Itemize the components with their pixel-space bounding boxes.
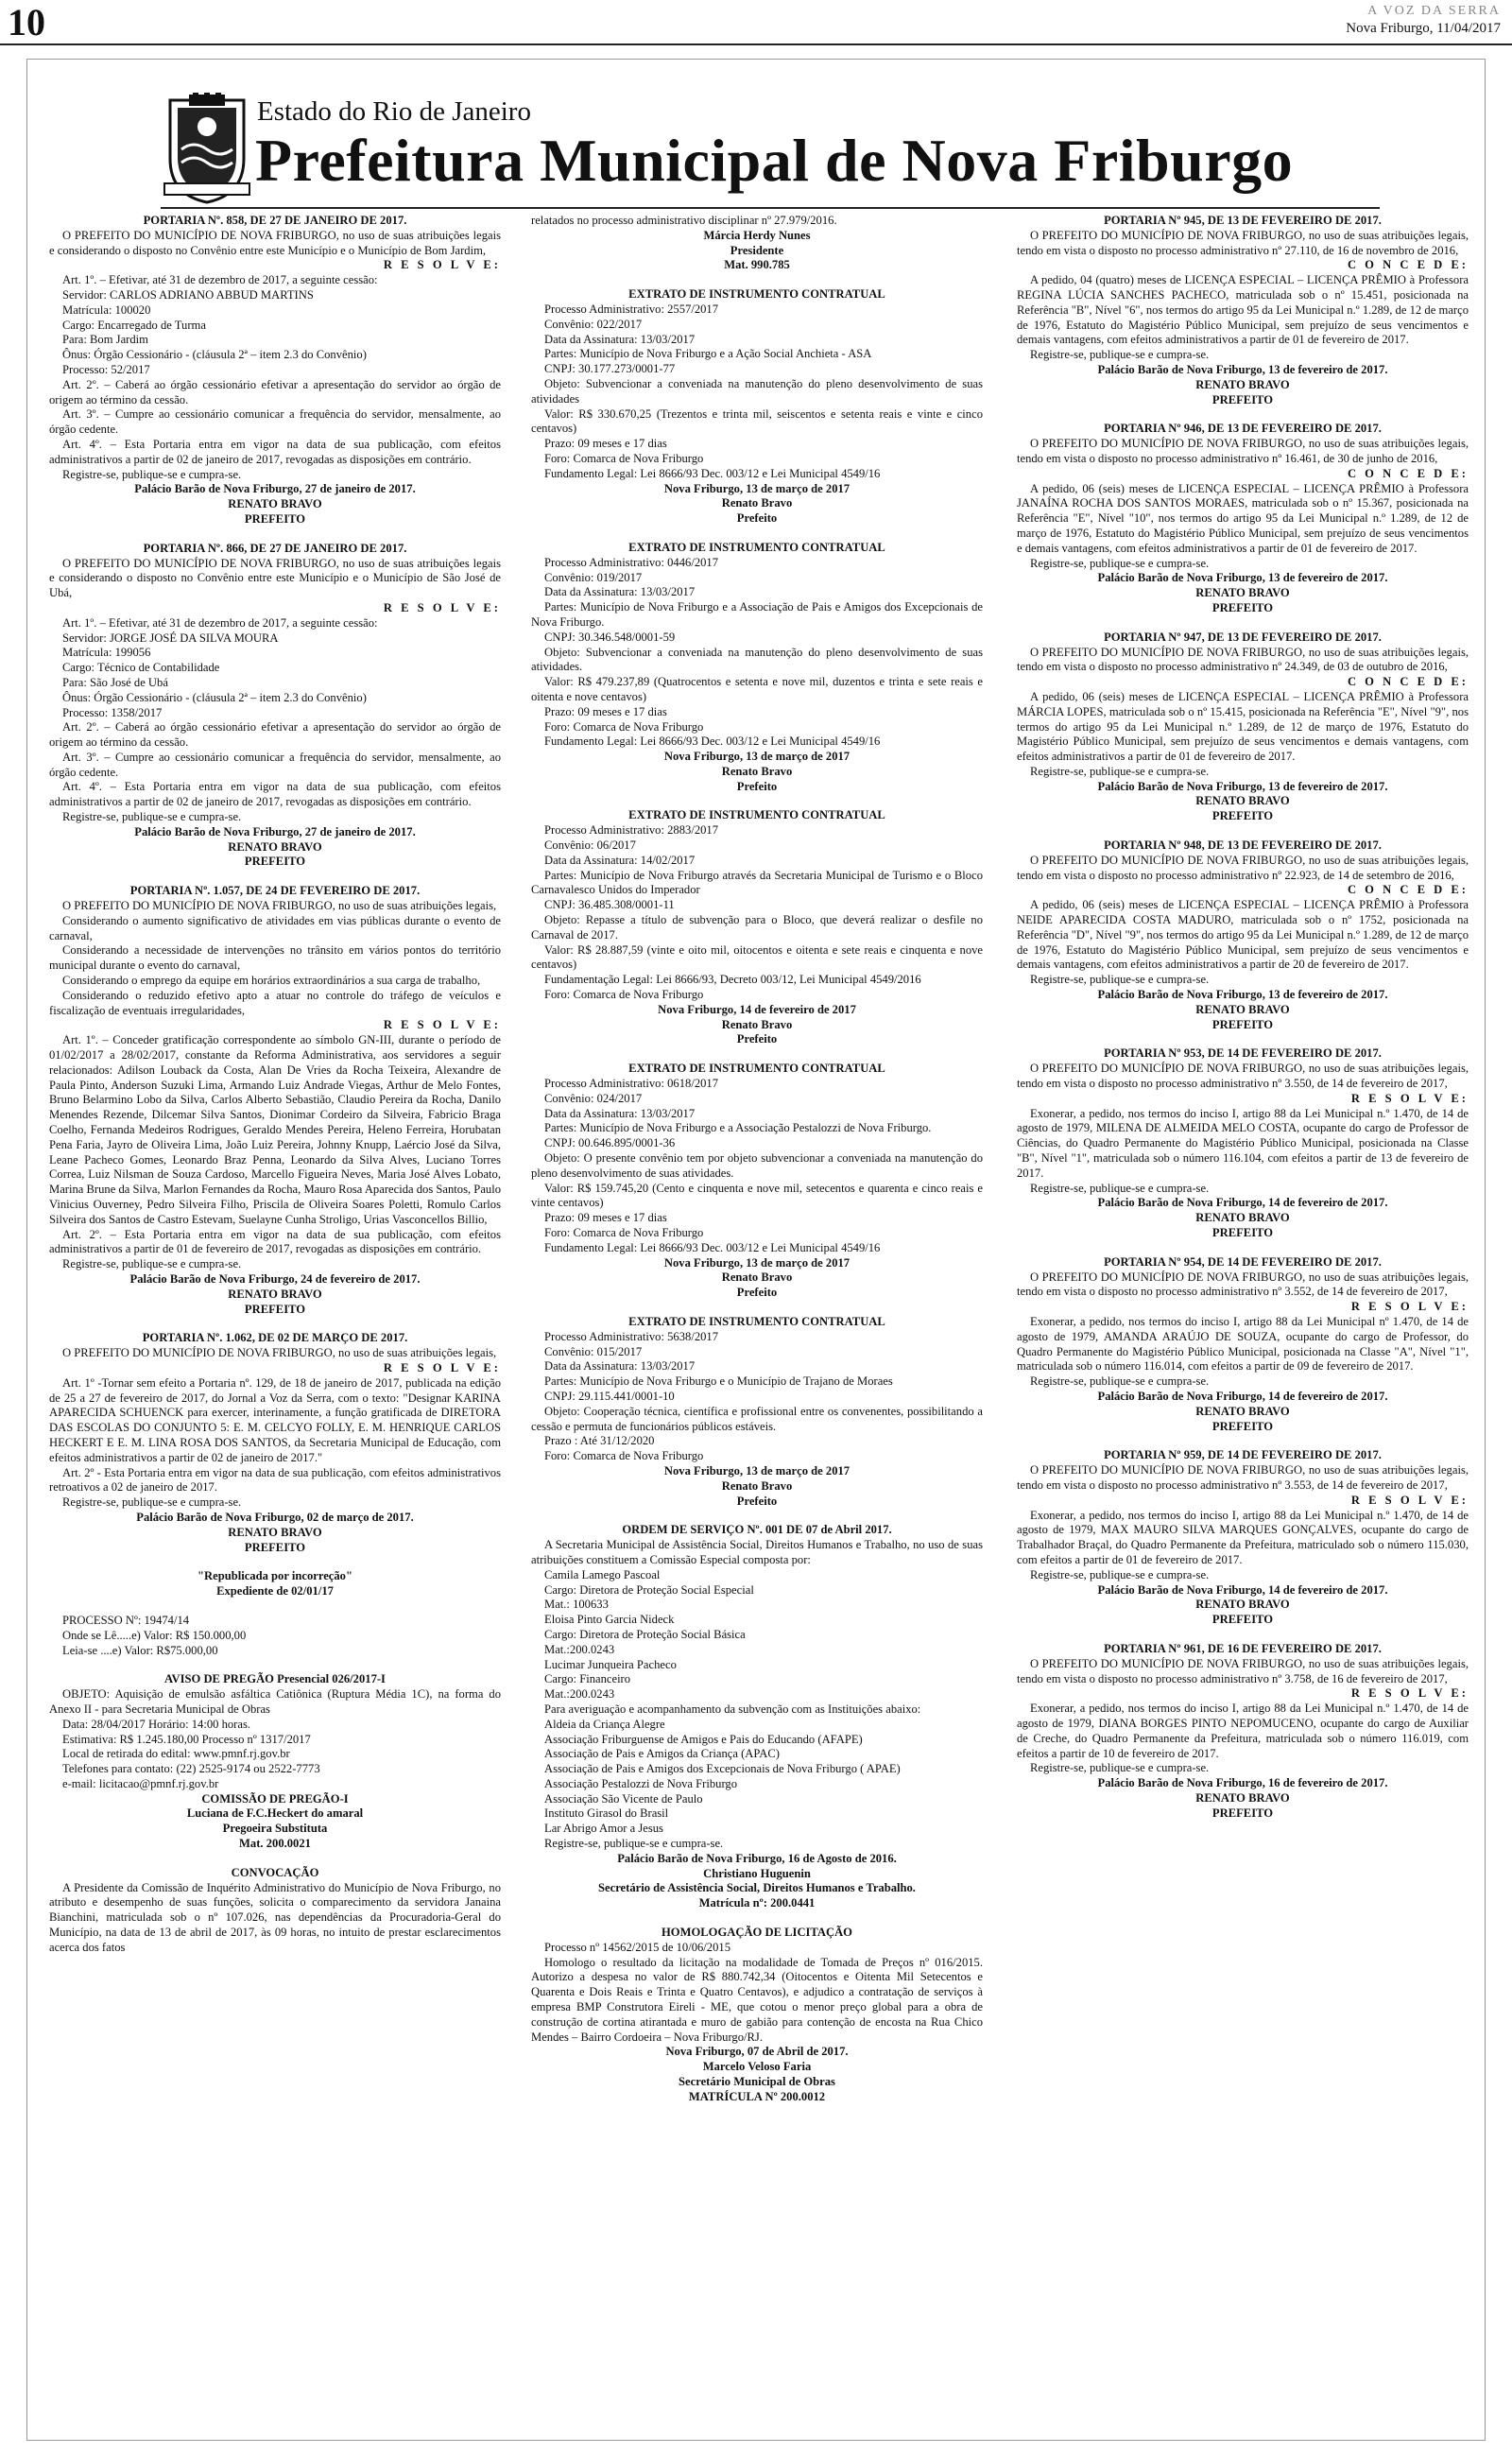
notice-paragraph: Objeto: Subvencionar a conveniada na manutenção do pleno desenvolvimento de suas atividades — [531, 376, 983, 406]
notice-paragraph: Partes: Município de Nova Friburgo e o Município de Trajano de Moraes — [544, 1374, 893, 1389]
notice-paragraph: Mat.: 100633 — [544, 1598, 609, 1612]
notice-paragraph: A Secretaria Municipal de Assistência Social, Direitos Humanos e Trabalho, no uso de suas atribuições constituem a Comissão Especial composta por: — [531, 1538, 983, 1566]
notice-heading: Palácio Barão de Nova Friburgo, 13 de fevereiro de 2017. — [1097, 362, 1388, 376]
masthead — [1346, 3, 1501, 37]
notice-paragraph: O PREFEITO DO MUNICÍPIO DE NOVA FRIBURGO, no uso de suas atribuições legais, — [62, 1346, 497, 1360]
notice-heading: RENATO BRAVO — [1195, 377, 1290, 391]
notice-heading: CONVOCAÇÃO — [231, 1865, 319, 1879]
notice-paragraph: Processo Administrativo: 2883/2017 — [544, 823, 719, 838]
notice-paragraph: Partes: Município de Nova Friburgo através da Secretaria Municipal de Turismo e o Bloco Carnavalesco Unidos do Imperador — [531, 868, 983, 897]
notice-heading: Presidente — [730, 243, 784, 257]
notice-paragraph: Art. 2º. – Esta Portaria entra em vigor na data de sua publicação, com efeitos administrativos a partir de 01 de fevereiro de 2017, revogadas as disposições em contrário. — [49, 1227, 501, 1256]
notice-paragraph: relatados no processo administrativo disciplinar nº 27.979/2016. — [531, 214, 837, 227]
notice-paragraph: Data: 28/04/2017 Horário: 14:00 horas. — [62, 1717, 251, 1731]
notice-paragraph: Objeto: Cooperação técnica, científica e profissional entre os convenentes, possibilitando a cessão e permuta de funcionários públicos estáveis. — [531, 1404, 983, 1433]
spacer — [49, 1852, 501, 1866]
notice-paragraph: Fundamento Legal: Lei 8666/93 Dec. 003/12 e Lei Municipal 4549/16 — [544, 734, 881, 749]
spacer — [49, 1599, 501, 1614]
notice-paragraph: Considerando o aumento significativo de atividades em vias públicas durante o evento de carnaval, — [49, 913, 501, 942]
notice-paragraph: Homologo o resultado da licitação na modalidade de Tomada de Preços nº 016/2015. Autorizo a despesa no valor de R$ 880.742,34 (Oitocentos e Oitenta Mil Setecentos e Quarenta e Dois Reais e Trinta e Quatro Centavos), e adjudico a contratação de serviços à empresa BMP Construtora Eireli - ME, que cotou o menor preço global para a obra de construção de cortina atirantada e muro de gabião para contenção de encosta na Rua Chico Mendes – Bairro Cordoeira – Nova Friburgo/RJ. — [531, 1955, 983, 2044]
notice-paragraph: Foro: Comarca de Nova Friburgo — [544, 719, 704, 734]
spacer — [1017, 407, 1469, 422]
notice-paragraph: Processo Administrativo: 2557/2017 — [544, 302, 719, 316]
notice-paragraph: Mat.:200.0243 — [544, 1642, 615, 1656]
dateline: Nova Friburgo, 11/04/2017 — [1346, 21, 1501, 36]
notice-heading: PORTARIA Nº 953, DE 14 DE FEVEREIRO DE 2017. — [1104, 1046, 1382, 1061]
notice-paragraph: Mat.:200.0243 — [544, 1687, 615, 1702]
notice-paragraph: O PREFEITO DO MUNICÍPIO DE NOVA FRIBURGO, no uso de suas atribuições legais e considerando o disposto no Convênio entre este Município e o Município de São José de Ubá, — [49, 556, 501, 600]
notice-paragraph: Convênio: 022/2017 — [544, 317, 643, 331]
notice-paragraph: Considerando a necessidade de intervenções no trânsito em vários pontos do território municipal durante o evento do carnaval, — [49, 943, 501, 973]
spacer — [531, 794, 983, 808]
notice-paragraph: Para: São José de Ubá — [62, 675, 168, 689]
spacer — [49, 870, 501, 884]
spacer — [531, 1301, 983, 1315]
notice-paragraph: Cargo: Diretora de Proteção Social Básica — [544, 1627, 746, 1641]
notice-paragraph: R E S O L V E: — [383, 600, 501, 614]
notice-heading: Matrícula nº: 200.0441 — [698, 1896, 816, 1910]
notice-paragraph: Registre-se, publique-se e cumpra-se. — [1030, 1761, 1210, 1775]
notice-heading: PREFEITO — [1211, 1017, 1274, 1031]
notice-heading: Prefeito — [736, 1494, 778, 1508]
notice-heading: PORTARIA Nº 954, DE 14 DE FEVEREIRO DE 2017. — [1104, 1254, 1382, 1269]
notice-paragraph: Art. 3º. – Cumpre ao cessionário comunicar a frequência do servidor, mensalmente, ao órgão cedente. — [49, 407, 501, 437]
notice-paragraph: Associação de Pais e Amigos da Criança (APAC) — [544, 1747, 780, 1761]
notice-heading: HOMOLOGAÇÃO DE LICITAÇÃO — [662, 1926, 852, 1940]
notice-heading: Expediente de 02/01/17 — [216, 1584, 334, 1599]
notice-heading: PREFEITO — [244, 855, 306, 869]
notice-paragraph: Convênio: 015/2017 — [544, 1344, 643, 1358]
notice-paragraph: Registre-se, publique-se e cumpra-se. — [1030, 973, 1210, 987]
notice-heading: Luciana de F.C.Heckert do amaral — [186, 1806, 364, 1821]
notice-heading: Mat. 200.0021 — [239, 1837, 311, 1851]
notice-paragraph: Registre-se, publique-se e cumpra-se. — [62, 467, 242, 481]
notice-paragraph: Exonerar, a pedido, nos termos do inciso I, artigo 88 da Lei Municipal n.º 1.470, de 14 de agosto de 1979, MAX MAURO SILVA MARQUES GONÇALVES, ocupante do cargo de Trabalhador Braçal, do Quadro Permanente da Prefeitura, matriculado sob o número 115.030, com efeitos a partir de 01 de fevereiro de 2017. — [1017, 1508, 1469, 1566]
notice-heading: Palácio Barão de Nova Friburgo, 13 de fevereiro de 2017. — [1097, 988, 1388, 1002]
notice-paragraph: Convênio: 019/2017 — [544, 570, 643, 584]
notice-heading: PREFEITO — [1211, 1806, 1274, 1820]
spacer — [1017, 1628, 1469, 1642]
notice-heading: Palácio Barão de Nova Friburgo, 27 de janeiro de 2017. — [134, 824, 416, 838]
notice-paragraph: Foro: Comarca de Nova Friburgo — [544, 1449, 704, 1463]
notice-heading: COMISSÃO DE PREGÃO-I — [201, 1791, 349, 1806]
notice-heading: RENATO BRAVO — [228, 839, 322, 854]
notice-paragraph: Convênio: 06/2017 — [544, 838, 636, 853]
notice-paragraph: O PREFEITO DO MUNICÍPIO DE NOVA FRIBURGO, no uso de suas atribuições legais, tendo em vista o disposto no processo administrativo nº 27.110, de 16 de novembro de 2016, — [1017, 228, 1469, 257]
notice-paragraph: Leia-se ....e) Valor: R$75.000,00 — [62, 1643, 218, 1657]
notice-paragraph: Art. 1º. – Conceder gratificação correspondente ao símbolo GN-III, durante o período de 01/02/2017 a 28/02/2017, constante da Reforma Administrativa, aos servidores a seguir relacionados: Adilson Louback da Costa, Alan De Vries da Rocha Teixeira, Alexandre de Paula Pinto, Anderson Suzuki Lima, Armando Luiz Andrade Viegas, Arthur de Melo Fontes, Bruno Belarmino Lobo da Silva, Carlos Alberto Sebastião, Claudio Pereira da Rocha, Danilo Menendes Rezende, Dilcemar Silva Santos, Dionimar Cordeiro da Silveira, Fabricio Braga Coelho, Fernanda Medeiros Rodrigues, Geraldo Mendes Pereira, Heleno Ferreira, Horubatan Pena Faria, Jayro de Oliveira Lima, João Luiz Pereira, Johnny Knupp, Laércio José da Silva, Leane Pacheco Gomes, Leonardo Braz Penna, Leonardo da Silva Alves, Luciano Torres Correa, Luiz Nilsman de Souza Cardoso, Marcello Figueira Neves, Maria José Alves Lobato, Marina Brune da Silva, Marlon Fernandes da Rocha, Mauro Rosa Aparecida dos Santos, Paulo Vinicius Ouverney, Pedro Silveira Filho, Priscila de Oliveira Soares Poletti, Romulo Carlos Silveira dos Santos de Castro Estevam, Suelayne Cunha Stroligo, Urias Vasconcellos Billio, — [49, 1033, 501, 1226]
notice-paragraph: Partes: Município de Nova Friburgo e a Associação de Pais e Amigos dos Excepcionais de Nova Friburgo. — [531, 600, 983, 629]
notice-heading: ORDEM DE SERVIÇO Nº. 001 DE 07 de Abril 2017. — [622, 1523, 892, 1537]
notice-paragraph: PROCESSO Nº: 19474/14 — [62, 1613, 190, 1627]
notice-heading: Renato Bravo — [721, 764, 793, 778]
notice-paragraph: Considerando o emprego da equipe em horários extraordinários a sua carga de trabalho, — [62, 974, 481, 988]
notice-paragraph: Exonerar, a pedido, nos termos do inciso I, artigo 88 da Lei Municipal n.º 1.470, de 14 de agosto de 1979, MILENA DE ALMEIDA MELO COSTA, ocupante do cargo de Professor de Ciências, do Quadro Permanente do Magistério Público Municipal, posicionada na Classe "B", Nível "1", matriculada sob o número 116.104, com efeitos a partir de 13 de fevereiro de 2017. — [1017, 1106, 1469, 1180]
notice-paragraph: Data da Assinatura: 13/03/2017 — [544, 585, 696, 599]
notice-heading: PREFEITO — [244, 1540, 306, 1554]
spacer — [1017, 1434, 1469, 1448]
notice-paragraph: Foro: Comarca de Nova Friburgo — [544, 451, 704, 465]
notice-paragraph: Processo Administrativo: 5638/2017 — [544, 1329, 719, 1343]
notice-paragraph: O PREFEITO DO MUNICÍPIO DE NOVA FRIBURGO, no uso de suas atribuições legais, tendo em vista o disposto no processo administrativo nº 16.461, de 30 de junho de 2016, — [1017, 437, 1469, 465]
notice-paragraph: Instituto Girasol do Brasil — [544, 1806, 669, 1821]
notice-paragraph: O PREFEITO DO MUNICÍPIO DE NOVA FRIBURGO, no uso de suas atribuições legais, tendo em vista o disposto no processo administrativo nº 3.553, de 14 de fevereiro de 2017, — [1017, 1463, 1469, 1492]
notice-paragraph: R E S O L V E: — [1350, 1091, 1469, 1105]
notice-paragraph: Processo nº 14562/2015 de 10/06/2015 — [544, 1940, 730, 1954]
spacer — [1017, 1032, 1469, 1046]
notice-paragraph: R E S O L V E: — [1350, 1300, 1469, 1314]
notice-heading: RENATO BRAVO — [228, 1525, 322, 1539]
notice-heading: RENATO BRAVO — [228, 497, 322, 511]
notice-paragraph: Processo: 1358/2017 — [62, 705, 163, 719]
notice-paragraph: CNPJ: 36.485.308/0001-11 — [544, 898, 675, 912]
notice-heading: Prefeito — [736, 779, 778, 793]
notice-paragraph: Cargo: Encarregado de Turma — [62, 318, 206, 332]
notice-heading: PORTARIA Nº 948, DE 13 DE FEVEREIRO DE 2017. — [1104, 838, 1382, 853]
notice-heading: Pregoeira Substituta — [222, 1822, 328, 1836]
notice-heading: PORTARIA Nº 946, DE 13 DE FEVEREIRO DE 2017. — [1104, 422, 1382, 436]
notice-paragraph: Data da Assinatura: 13/03/2017 — [544, 1359, 696, 1374]
notice-paragraph: Registre-se, publique-se e cumpra-se. — [1030, 1374, 1210, 1389]
notice-heading: Secretário de Assistência Social, Direitos Humanos e Trabalho. — [598, 1881, 916, 1895]
notice-paragraph: Matrícula: 199056 — [62, 646, 151, 660]
notice-heading: RENATO BRAVO — [1195, 1404, 1290, 1418]
notice-paragraph: Convênio: 024/2017 — [544, 1091, 643, 1105]
notice-heading: Renato Bravo — [721, 1478, 793, 1493]
notice-heading: RENATO BRAVO — [1195, 586, 1290, 600]
header-rule — [161, 207, 1380, 209]
notice-paragraph: O PREFEITO DO MUNICÍPIO DE NOVA FRIBURGO, no uso de suas atribuições legais, — [62, 899, 497, 913]
notice-heading: EXTRATO DE INSTRUMENTO CONTRATUAL — [628, 540, 885, 554]
notice-heading: PORTARIA Nº. 858, DE 27 DE JANEIRO DE 2017. — [143, 214, 407, 227]
notice-paragraph: Eloisa Pinto Garcia Nideck — [544, 1613, 675, 1627]
notice-heading: PREFEITO — [1211, 809, 1274, 823]
spacer — [1017, 616, 1469, 631]
notice-paragraph: Objeto: O presente convênio tem por objeto subvencionar a conveniada na manutenção do pleno desenvolvimento de suas atividades. — [531, 1151, 983, 1180]
notice-paragraph: C O N C E D E: — [1347, 258, 1469, 272]
notice-paragraph: Considerando o reduzido efetivo apto a atuar no controle do tráfego de veículos e fiscalização de eventuais irregularidades, — [49, 988, 501, 1017]
notice-heading: RENATO BRAVO — [1195, 794, 1290, 808]
spacer — [1017, 1241, 1469, 1255]
notice-heading: Mat. 990.785 — [724, 258, 790, 272]
notice-heading: PORTARIA Nº. 1.062, DE 02 DE MARÇO DE 2017. — [142, 1331, 408, 1345]
notice-heading: Palácio Barão de Nova Friburgo, 27 de janeiro de 2017. — [134, 482, 416, 496]
notice-paragraph: Associação de Pais e Amigos dos Excepcionais de Nova Friburgo ( APAE) — [544, 1762, 901, 1776]
notice-heading: PORTARIA Nº 947, DE 13 DE FEVEREIRO DE 2017. — [1104, 630, 1382, 644]
notice-paragraph: R E S O L V E: — [383, 258, 501, 272]
notice-paragraph: Registre-se, publique-se e cumpra-se. — [1030, 556, 1210, 570]
notice-heading: PORTARIA Nº 945, DE 13 DE FEVEREIRO DE 2017. — [1104, 214, 1382, 227]
coat-of-arms-icon — [161, 93, 253, 206]
notice-paragraph: Servidor: JORGE JOSÉ DA SILVA MOURA — [62, 631, 279, 645]
notice-heading: Nova Friburgo, 07 de Abril de 2017. — [665, 2045, 849, 2059]
notice-heading: Palácio Barão de Nova Friburgo, 24 de fevereiro de 2017. — [129, 1271, 421, 1286]
notice-paragraph: R E S O L V E: — [1350, 1686, 1469, 1701]
notice-heading: RENATO BRAVO — [1195, 1598, 1290, 1612]
notice-heading: Nova Friburgo, 14 de fevereiro de 2017 — [658, 1002, 856, 1016]
page-title: Prefeitura Municipal de Nova Friburgo — [255, 127, 1294, 194]
notice-heading: PORTARIA Nº 959, DE 14 DE FEVEREIRO DE 2017. — [1104, 1448, 1382, 1462]
notice-heading: Palácio Barão de Nova Friburgo, 14 de fevereiro de 2017. — [1097, 1582, 1388, 1597]
notice-paragraph: A pedido, 06 (seis) meses de LICENÇA ESPECIAL – LICENÇA PRÊMIO à Professora JANAÍNA ROCHA DOS SANTOS MORAES, matriculada sob o nº 15.367, posicionada na Referência "E", Nível "10", nos termos do artigo 95 da Lei Municipal n.º 1.289, de 12 de março de 1976, Estatuto do Magistério Público Municipal, sem prejuízo de seus vencimentos e demais vantagens, com efeitos administrativos a partir de 01 de fevereiro de 2017. — [1017, 481, 1469, 555]
notice-paragraph: R E S O L V E: — [1350, 1493, 1469, 1507]
notice-paragraph: Registre-se, publique-se e cumpra-se. — [1030, 1181, 1210, 1195]
notice-heading: EXTRATO DE INSTRUMENTO CONTRATUAL — [628, 1314, 885, 1328]
notice-paragraph: Registre-se, publique-se e cumpra-se. — [1030, 1567, 1210, 1581]
notice-paragraph: OBJETO: Aquisição de emulsão asfáltica Catiônica (Ruptura Média 1C), na forma do Anexo II - para Secretaria Municipal de Obras — [49, 1687, 501, 1716]
notice-heading: Márcia Herdy Nunes — [703, 228, 811, 242]
notice-paragraph: Fundamento Legal: Lei 8666/93 Dec. 003/12 e Lei Municipal 4549/16 — [544, 466, 881, 480]
notice-paragraph: Art. 4º. – Esta Portaria entra em vigor na data de sua publicação, com efeitos administrativos a partir de 02 de janeiro de 2017, revogadas as disposições em contrário. — [49, 437, 501, 466]
notice-paragraph: Foro: Comarca de Nova Friburgo — [544, 1226, 704, 1239]
notice-heading: PREFEITO — [244, 511, 306, 526]
notice-paragraph: A Presidente da Comissão de Inquérito Administrativo do Município de Nova Friburgo, no atributo e desempenho de suas funções, solicita o comparecimento da servidora Janaina Bianchini, matriculada sob o nº 107.026, nas dependências da Procuradoria-Geral do Município, na data de 13 de abril de 2017, às 09 horas, no intuito de prestar esclarecimentos acerca dos fatos — [49, 1880, 501, 1954]
notice-paragraph: C O N C E D E: — [1347, 466, 1469, 480]
notice-paragraph: Registre-se, publique-se e cumpra-se. — [62, 1495, 242, 1510]
notice-paragraph: Onde se Lê.....e) Valor: R$ 150.000,00 — [62, 1628, 247, 1642]
notice-paragraph: CNPJ: 30.177.273/0001-77 — [544, 362, 676, 376]
notice-paragraph: O PREFEITO DO MUNICÍPIO DE NOVA FRIBURGO, no uso de suas atribuições legais, tendo em vista o disposto no processo administrativo nº 3.552, de 14 de fevereiro de 2017, — [1017, 1270, 1469, 1299]
notice-paragraph: Valor: R$ 330.670,25 (Trezentos e trinta mil, seiscentos e setenta reais e vinte e cinco centavos) — [531, 406, 983, 436]
notice-heading: Prefeito — [736, 1286, 778, 1300]
notice-paragraph: Registre-se, publique-se e cumpra-se. — [1030, 764, 1210, 778]
notice-paragraph: Foro: Comarca de Nova Friburgo — [544, 988, 704, 1002]
spacer — [49, 1555, 501, 1569]
notice-paragraph: Associação Pestalozzi de Nova Friburgo — [544, 1776, 738, 1790]
notice-paragraph: Local de retirada do edital: www.pmnf.rj.gov.br — [62, 1747, 290, 1761]
notice-paragraph: CNPJ: 29.115.441/0001-10 — [544, 1389, 675, 1403]
notice-paragraph: Prazo: 09 meses e 17 dias — [544, 1211, 667, 1225]
spacer — [531, 1911, 983, 1926]
notice-paragraph: Exonerar, a pedido, nos termos do inciso I, artigo 88 da Lei Municipal nº 1.470, de 14 de agosto de 1979, AMANDA ARAÚJO DE SOUZA, ocupante do cargo de Professor, do Quadro Permanente do Magistério Público Municipal, posicionada na Classe "A", Nível "1", matriculada sob o número 116.014, com efeitos a partir de 09 de fevereiro de 2017. — [1017, 1314, 1469, 1374]
spacer — [49, 527, 501, 542]
notice-heading: Renato Bravo — [721, 1270, 793, 1285]
notice-paragraph: Cargo: Técnico de Contabilidade — [62, 661, 220, 675]
notice-paragraph: O PREFEITO DO MUNICÍPIO DE NOVA FRIBURGO, no uso de suas atribuições legais, tendo em vista o disposto no processo administrativo nº 3.758, de 16 de fevereiro de 2017, — [1017, 1656, 1469, 1685]
notice-paragraph: Para averiguação e acompanhamento da subvenção com as Instituições abaixo: — [544, 1702, 921, 1716]
notice-heading: PORTARIA Nº 961, DE 16 DE FEVEREIRO DE 2017. — [1104, 1641, 1382, 1655]
notice-heading: PORTARIA Nº. 866, DE 27 DE JANEIRO DE 2017. — [143, 541, 407, 555]
notice-heading: Palácio Barão de Nova Friburgo, 16 de Agosto de 2016. — [617, 1851, 897, 1865]
notice-paragraph: Data da Assinatura: 14/02/2017 — [544, 853, 696, 867]
notice-paragraph: e-mail: licitacao@pmnf.rj.gov.br — [62, 1776, 219, 1790]
notice-paragraph: Prazo: 09 meses e 17 dias — [544, 704, 667, 718]
notice-heading: Palácio Barão de Nova Friburgo, 14 de fevereiro de 2017. — [1097, 1389, 1388, 1403]
notice-paragraph: Registre-se, publique-se e cumpra-se. — [544, 1837, 724, 1851]
notice-paragraph: Prazo : Até 31/12/2020 — [544, 1434, 655, 1448]
notice-paragraph: Exonerar, a pedido, nos termos do inciso I, artigo 88 da Lei Municipal n.º 1.470, de 14 de agosto de 1979, DIANA BORGES PINTO NEPOMUCENO, ocupante do cargo de Auxiliar de Creche, do Quadro Permanente da Prefeitura, matriculada sob o número 116.019, com efeitos a partir de 10 de fevereiro de 2017. — [1017, 1702, 1469, 1760]
notice-paragraph: Processo: 52/2017 — [62, 362, 150, 376]
notice-heading: Prefeito — [736, 1032, 778, 1046]
notice-heading: PREFEITO — [1211, 600, 1274, 614]
notice-paragraph: Art. 2º. – Caberá ao órgão cessionário efetivar a apresentação do servidor ao órgão de origem ao término da cessão. — [49, 720, 501, 750]
notice-heading: EXTRATO DE INSTRUMENTO CONTRATUAL — [628, 808, 885, 822]
notice-paragraph: Art. 1º -Tornar sem efeito a Portaria nº. 129, de 18 de janeiro de 2017, publicada na edição de 25 a 27 de fevereiro de 2017, do Jornal a Voz da Serra, com o texto: "Designar KARINA APARECIDA SCHUENCK para exercer, interinamente, a função gratificada de DIRETORA DAS ESCOLAS DO CONJUNTO 5: E. M. CELCYO FOLLY, E. M. HENRIQUE CARLOS HECKERT E E. M. LINA ROSA DOS SANTOS, da Secretaria Municipal de Educação, com efeitos administrativos a partir de 02 de janeiro de 2017." — [49, 1375, 501, 1464]
notice-paragraph: Data da Assinatura: 13/03/2017 — [544, 332, 696, 346]
notice-paragraph: O PREFEITO DO MUNICÍPIO DE NOVA FRIBURGO, no uso de suas atribuições legais, tendo em vista o disposto no processo administrativo nº 24.349, de 03 de outubro de 2016, — [1017, 645, 1469, 674]
spacer — [1017, 824, 1469, 838]
notice-paragraph: Registre-se, publique-se e cumpra-se. — [62, 1257, 242, 1271]
notice-paragraph: Lucimar Junqueira Pacheco — [544, 1657, 677, 1671]
notice-paragraph: Valor: R$ 479.237,89 (Quatrocentos e setenta e nove mil, duzentos e trinta e sete reais e oitenta e nove centavos) — [531, 675, 983, 703]
notice-heading: PREFEITO — [244, 1302, 306, 1316]
notice-paragraph: Partes: Município de Nova Friburgo e a Associação Pestalozzi de Nova Friburgo. — [544, 1121, 932, 1135]
notice-heading: Palácio Barão de Nova Friburgo, 02 de março de 2017. — [136, 1510, 414, 1524]
notice-heading: Nova Friburgo, 13 de março de 2017 — [663, 1463, 850, 1478]
notice-paragraph: Estimativa: R$ 1.245.180,00 Processo nº 1317/2017 — [62, 1732, 311, 1746]
top-bar — [0, 0, 1512, 45]
page-number: 10 — [8, 1, 45, 43]
spacer — [531, 1047, 983, 1062]
notice-heading: PREFEITO — [1211, 1226, 1274, 1239]
notice-heading: Nova Friburgo, 13 de março de 2017 — [663, 481, 850, 495]
notice-heading: AVISO DE PREGÃO Presencial 026/2017-I — [164, 1672, 386, 1686]
notice-paragraph: A pedido, 06 (seis) meses de LICENÇA ESPECIAL – LICENÇA PRÊMIO à Professora MÁRCIA LOPES, matriculada sob o nº 15.415, posicionada na Referência "E", Nível "9", nos termos do artigo 95 da Lei Municipal n.º 1.289, de 12 de março de 1976, Estatuto do Magistério Público Municipal, sem prejuízo de seus vencimentos e demais vantagens, com efeitos administrativos a partir de 01 de fevereiro de 2017. — [1017, 689, 1469, 764]
notice-heading: Nova Friburgo, 13 de março de 2017 — [663, 750, 850, 764]
notice-paragraph: Camila Lamego Pascoal — [544, 1567, 661, 1581]
notice-paragraph: Servidor: CARLOS ADRIANO ABBUD MARTINS — [62, 287, 314, 302]
notice-paragraph: CNPJ: 30.346.548/0001-59 — [544, 630, 676, 644]
notice-heading: RENATO BRAVO — [1195, 1002, 1290, 1016]
notice-paragraph: Telefones para contato: (22) 2525-9174 ou 2522-7773 — [62, 1762, 320, 1776]
notice-paragraph: R E S O L V E: — [383, 1018, 501, 1032]
column-right — [1017, 214, 1469, 1821]
notice-paragraph: O PREFEITO DO MUNICÍPIO DE NOVA FRIBURGO, no uso de suas atribuições legais e considerando o disposto no Convênio entre este Município e o Município de Bom Jardim, — [49, 228, 501, 257]
notice-paragraph: Cargo: Diretora de Proteção Social Especial — [544, 1582, 754, 1597]
notice-heading: "Republicada por incorreção" — [198, 1569, 352, 1583]
notice-paragraph: Art. 3º. – Cumpre ao cessionário comunicar a frequência do servidor, mensalmente, ao órgão cedente. — [49, 750, 501, 779]
notice-heading: Nova Friburgo, 13 de março de 2017 — [663, 1255, 850, 1270]
notice-heading: PREFEITO — [1211, 1613, 1274, 1627]
notice-paragraph: Para: Bom Jardim — [62, 333, 148, 347]
notice-paragraph: Data da Assinatura: 13/03/2017 — [544, 1106, 696, 1120]
column-middle — [531, 214, 983, 2105]
notice-heading: EXTRATO DE INSTRUMENTO CONTRATUAL — [628, 1062, 885, 1076]
notice-paragraph: Art. 2º - Esta Portaria entra em vigor na data de sua publicação, com efeitos administrativos retroativos a 02 de janeiro de 2017. — [49, 1465, 501, 1495]
spacer — [49, 1658, 501, 1672]
notice-paragraph: Art. 1º. – Efetivar, até 31 de dezembro de 2017, a seguinte cessão: — [62, 273, 378, 287]
notice-paragraph: R E S O L V E: — [383, 1360, 501, 1374]
notice-heading: EXTRATO DE INSTRUMENTO CONTRATUAL — [628, 287, 885, 302]
notice-heading: Renato Bravo — [721, 496, 793, 510]
notice-paragraph: Partes: Município de Nova Friburgo e a Ação Social Anchieta - ASA — [544, 347, 872, 361]
notice-paragraph: A pedido, 04 (quatro) meses de LICENÇA ESPECIAL – LICENÇA PRÊMIO à Professora REGINA LÚCIA SANCHES PACHECO, matriculada sob o nº 15.451, posicionada na Referência "B", Nível "6", nos termos do artigo 95 da Lei Municipal n.º 1.289, de 12 de março de 1976, Estatuto do Magistério Público Municipal, sem prejuízo de seus vencimentos e demais vantagens, com efeitos administrativos a partir de 01 de fevereiro de 2017. — [1017, 273, 1469, 347]
notice-paragraph: Fundamento Legal: Lei 8666/93 Dec. 003/12 e Lei Municipal 4549/16 — [544, 1240, 881, 1254]
notice-paragraph: Cargo: Financeiro — [544, 1672, 631, 1686]
notice-heading: Christiano Huguenin — [703, 1866, 811, 1880]
notice-heading: Prefeito — [736, 511, 778, 526]
notice-heading: Palácio Barão de Nova Friburgo, 16 de fevereiro de 2017. — [1097, 1776, 1388, 1790]
notice-paragraph: Objeto: Subvencionar a conveniada na manutenção do pleno desenvolvimento de suas atividades. — [531, 645, 983, 674]
newspaper-name: A VOZ DA SERRA — [1367, 4, 1501, 18]
notice-paragraph: Valor: R$ 159.745,20 (Cento e cinquenta e nove mil, setecentos e quarenta e cinco reais e vinte centavos) — [531, 1181, 983, 1210]
notice-heading: PREFEITO — [1211, 1419, 1274, 1433]
notice-paragraph: CNPJ: 00.646.895/0001-36 — [544, 1136, 676, 1150]
notice-paragraph: O PREFEITO DO MUNICÍPIO DE NOVA FRIBURGO, no uso de suas atribuições legais, tendo em vista o disposto no processo administrativo nº 3.550, de 14 de fevereiro de 2017, — [1017, 1062, 1469, 1091]
notice-heading: RENATO BRAVO — [228, 1287, 322, 1301]
notice-paragraph: Art. 2º. – Caberá ao órgão cessionário efetivar a apresentação do servidor ao órgão de origem ao término da cessão. — [49, 377, 501, 406]
notice-heading: Palácio Barão de Nova Friburgo, 13 de fevereiro de 2017. — [1097, 571, 1388, 585]
notice-heading: Palácio Barão de Nova Friburgo, 13 de fevereiro de 2017. — [1097, 779, 1388, 793]
notice-heading: RENATO BRAVO — [1195, 1211, 1290, 1225]
spacer — [531, 273, 983, 287]
notice-paragraph: Associação Friburguense de Amigos e Pais do Educando (AFAPE) — [544, 1732, 863, 1746]
notice-paragraph: Aldeia da Criança Alegre — [544, 1717, 665, 1731]
notice-paragraph: Art. 1º. – Efetivar, até 31 de dezembro de 2017, a seguinte cessão: — [62, 615, 378, 630]
notice-paragraph: A pedido, 06 (seis) meses de LICENÇA ESPECIAL – LICENÇA PRÊMIO à Professora NEIDE APARECIDA COSTA MADURO, matriculada sob o nº 1752, posicionada na Referência "D", Nível "9", nos termos do artigo 95 da Lei Municipal n.º 1.289, de 12 de março de 1976, Estatuto do Magistério Público Municipal, sem prejuízo de seus vencimentos e demais vantagens, com efeitos administrativos a partir de 20 de fevereiro de 2017. — [1017, 898, 1469, 972]
notice-paragraph: Ônus: Órgão Cessionário - (cláusula 2ª – item 2.3 do Convênio) — [62, 348, 367, 362]
notice-heading: Palácio Barão de Nova Friburgo, 14 de fevereiro de 2017. — [1097, 1196, 1388, 1210]
state-name: Estado do Rio de Janeiro — [257, 96, 531, 127]
notice-paragraph: O PREFEITO DO MUNICÍPIO DE NOVA FRIBURGO, no uso de suas atribuições legais, tendo em vista o disposto no processo administrativo nº 22.923, de 14 de setembro de 2016, — [1017, 853, 1469, 882]
notice-paragraph: Processo Administrativo: 0618/2017 — [544, 1077, 719, 1091]
notice-heading: Renato Bravo — [721, 1017, 793, 1031]
notice-paragraph: Prazo: 09 meses e 17 dias — [544, 437, 667, 451]
notice-paragraph: Fundamentação Legal: Lei 8666/93, Decreto 003/12, Lei Municipal 4549/2016 — [544, 973, 921, 987]
notice-heading: Secretário Municipal de Obras — [679, 2075, 835, 2089]
notice-paragraph: Associação São Vicente de Paulo — [544, 1791, 703, 1806]
spacer — [531, 1509, 983, 1523]
notice-paragraph: Objeto: Repasse a título de subvenção para o Bloco, que deverá realizar o desfile no Carnaval de 2017. — [531, 913, 983, 942]
notice-heading: RENATO BRAVO — [1195, 1790, 1290, 1805]
notice-paragraph: C O N C E D E: — [1347, 675, 1469, 689]
notice-paragraph: Lar Abrigo Amor a Jesus — [544, 1822, 663, 1836]
notice-heading: PREFEITO — [1211, 392, 1274, 406]
notice-heading: Marcelo Veloso Faria — [702, 2060, 812, 2074]
spacer — [49, 1317, 501, 1331]
column-left — [49, 214, 501, 1956]
notice-paragraph: Matrícula: 100020 — [62, 302, 151, 317]
notice-heading: PORTARIA Nº. 1.057, DE 24 DE FEVEREIRO DE 2017. — [129, 884, 421, 898]
notice-paragraph: Art. 4º. – Esta Portaria entra em vigor na data de sua publicação, com efeitos administrativos a partir de 02 de janeiro de 2017, revogadas as disposições em contrário. — [49, 780, 501, 809]
notice-paragraph: Processo Administrativo: 0446/2017 — [544, 555, 719, 569]
notice-paragraph: C O N C E D E: — [1347, 883, 1469, 897]
notice-paragraph: Ônus: Órgão Cessionário - (cláusula 2ª – item 2.3 do Convênio) — [62, 690, 367, 704]
notice-paragraph: Registre-se, publique-se e cumpra-se. — [62, 810, 242, 824]
notice-paragraph: Registre-se, publique-se e cumpra-se. — [1030, 348, 1210, 362]
notice-heading: MATRÍCULA Nº 200.0012 — [688, 2089, 826, 2103]
spacer — [531, 527, 983, 541]
notice-paragraph: Valor: R$ 28.887,59 (vinte e oito mil, oitocentos e oitenta e sete reais e cinquenta e nove centavos) — [531, 942, 983, 972]
